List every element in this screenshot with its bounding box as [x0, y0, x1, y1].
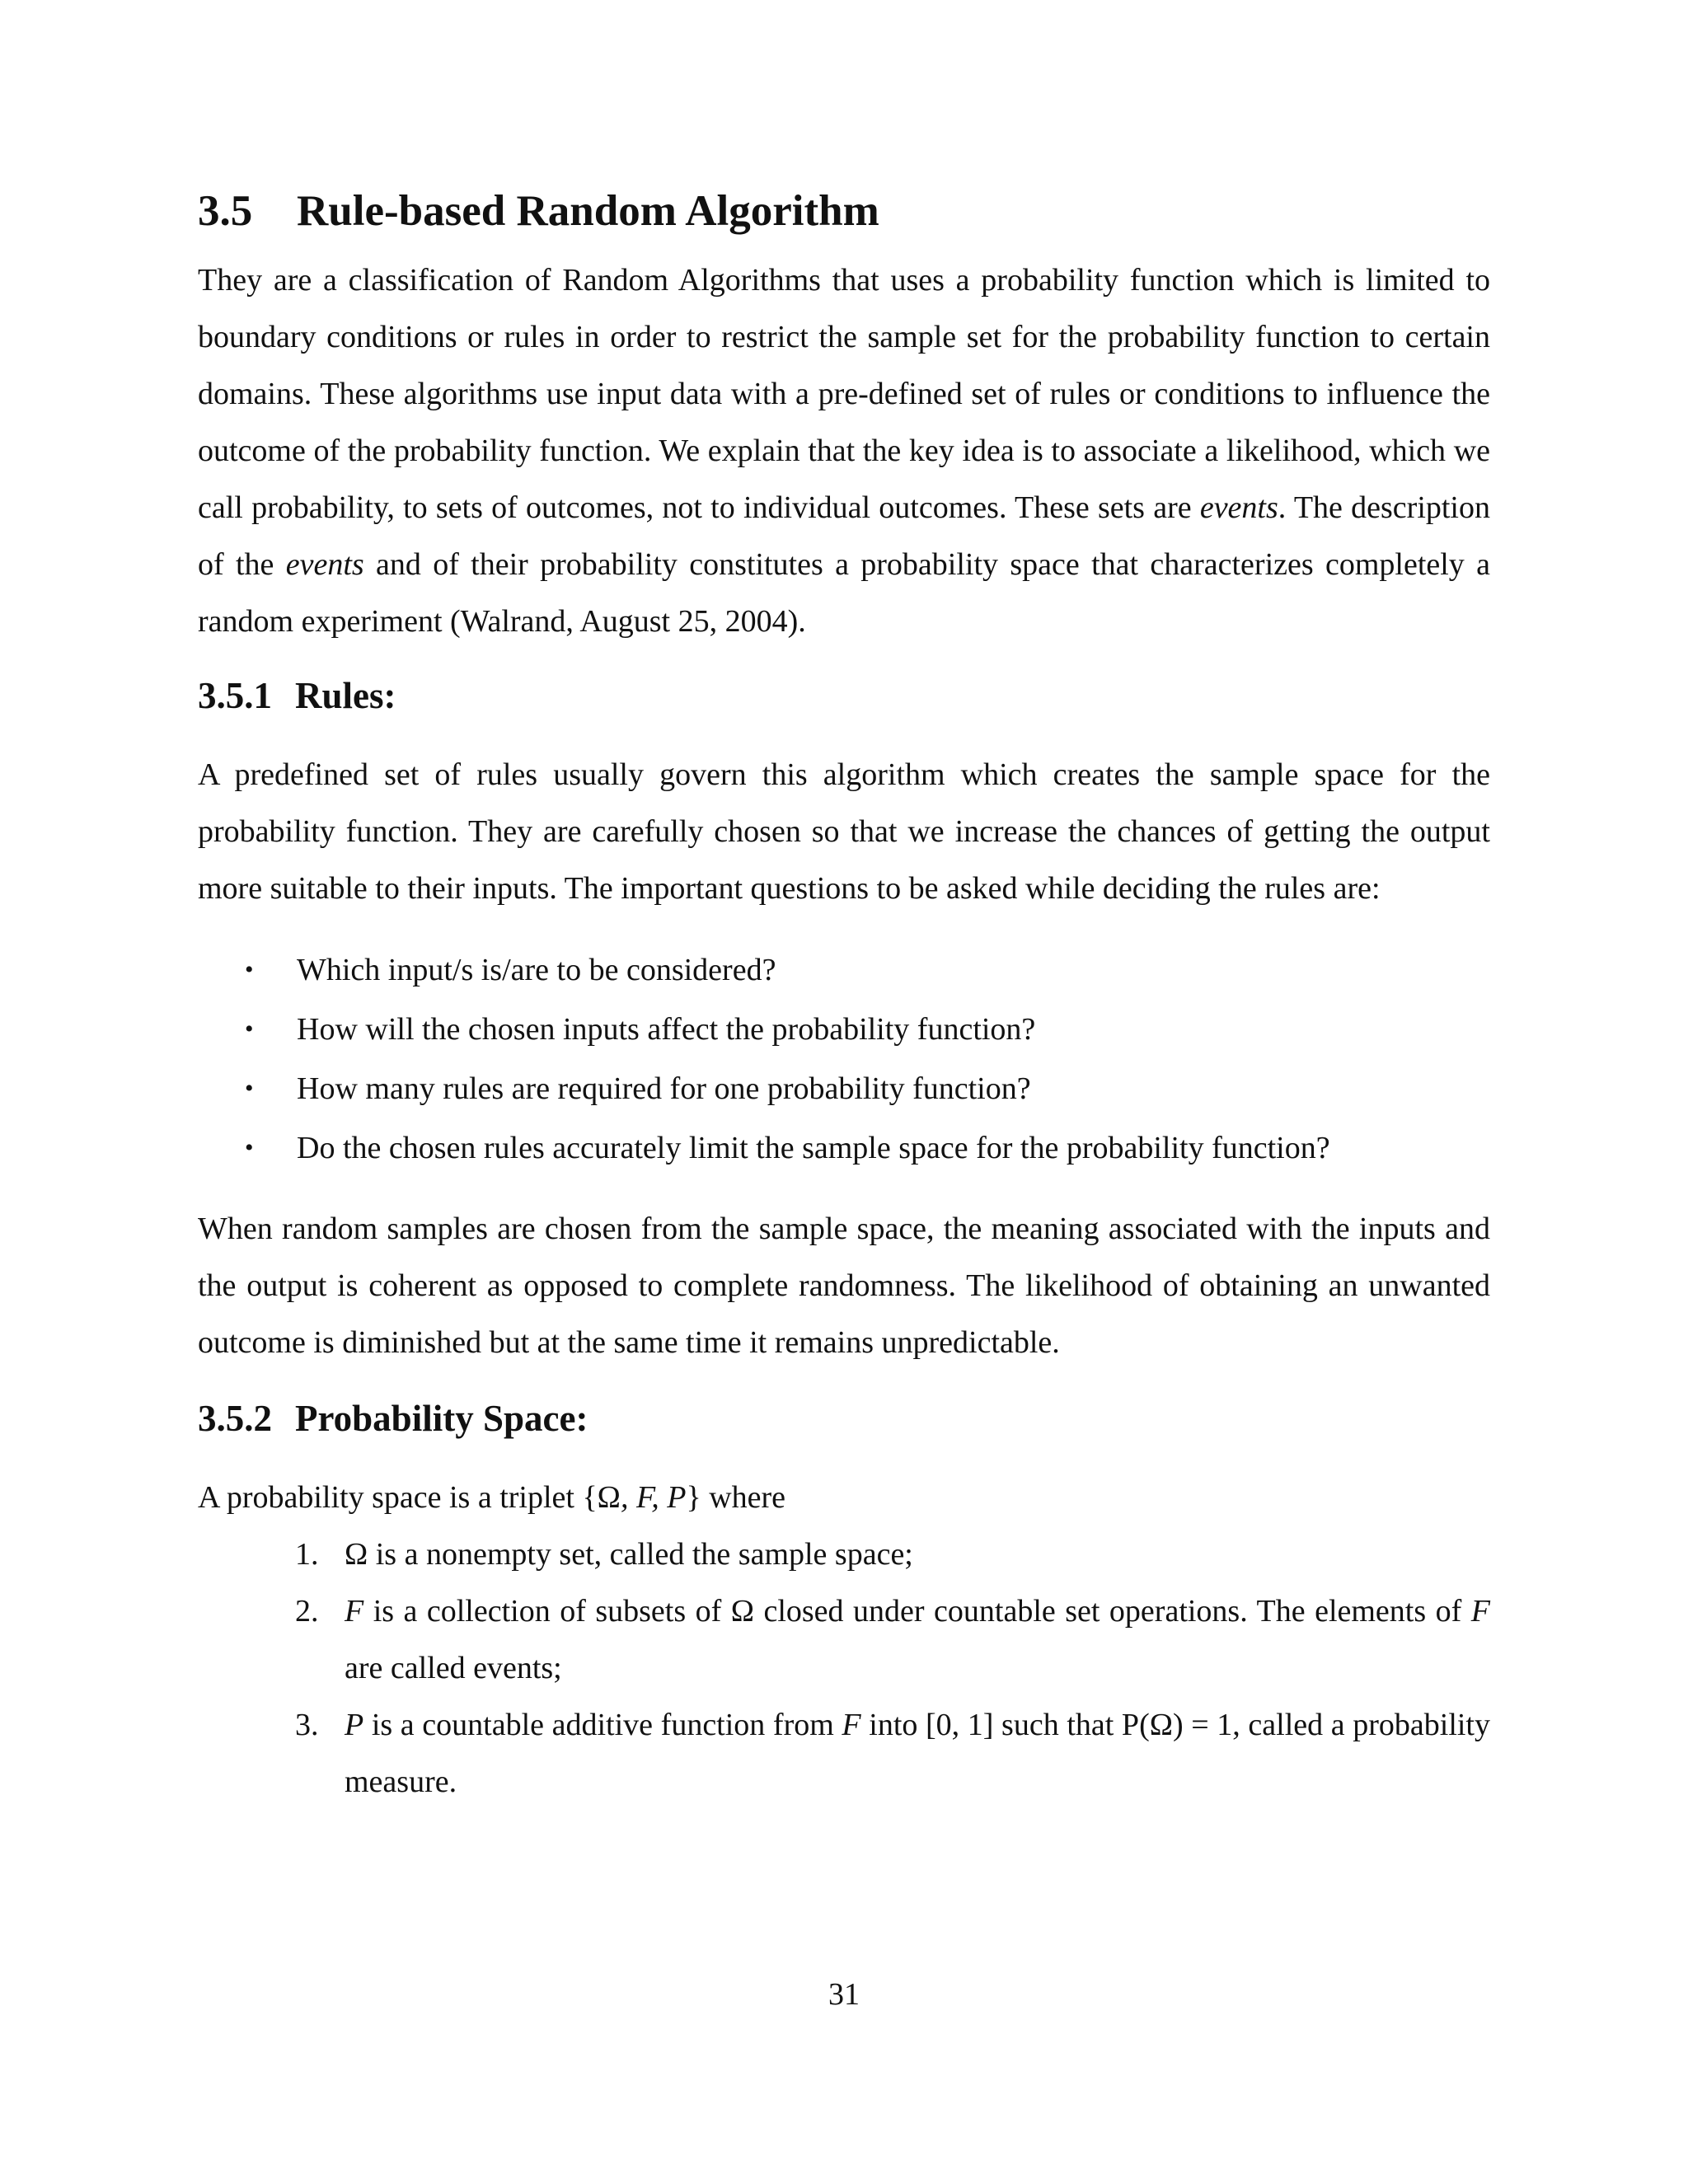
- rules-heading: [198, 673, 1490, 718]
- intro-events-2: events: [285, 546, 364, 582]
- probability-space-intro: [198, 1469, 1490, 1526]
- rules-number: 3.5.1: [198, 674, 272, 716]
- section-title: Rule-based Random Algorithm: [297, 187, 879, 235]
- probability-space-definition-list: [198, 1526, 1490, 1811]
- intro-text-3: and of their probability constitutes a probability space that characterizes completely a random experiment (Walrand, August 25, 2004).: [198, 546, 1491, 639]
- intro-text-2: . The description of the: [198, 490, 1490, 582]
- list-item: [198, 1583, 1490, 1697]
- rules-heading-wrap: [198, 673, 1490, 718]
- list-item: [198, 1526, 1490, 1583]
- bullet-icon: •: [245, 1133, 254, 1161]
- list-item: [198, 1000, 1490, 1059]
- intro-text-1: They are a classification of Random Algorithms that uses a probability function which is limited to boundary conditions or rules in order to restrict the sample set for the probability function to certain domains. These algorithms use input data with a pre-defined set of rules or conditions to influence the outcome of the probability function. We explain that the key idea is to associate a likelihood, which we call probability, to sets of outcomes, not to individual outcomes. These sets are: [198, 262, 1490, 525]
- probability-space-title: Probability Space:: [295, 1397, 588, 1439]
- bullet-icon: •: [245, 1074, 254, 1102]
- symbol-f: F: [1470, 1593, 1490, 1629]
- rules-paragraph: A predefined set of rules usually govern this algorithm which creates the sample space for the probability function. They are carefully chosen so that we increase the chances of getting the output more suitable to their inputs. The important questions to be asked while deciding the rules are:: [198, 757, 1490, 906]
- section-intro-paragraph: [198, 252, 1490, 650]
- list-item: [198, 940, 1490, 1000]
- probability-space-heading: [198, 1396, 1490, 1441]
- rules-title: Rules:: [295, 674, 396, 716]
- list-item-text: are called events;: [345, 1650, 562, 1685]
- page-content: [198, 185, 1490, 1811]
- probability-space-number: 3.5.2: [198, 1397, 272, 1439]
- list-item: [198, 1118, 1490, 1178]
- section-heading-wrap: [198, 185, 1490, 238]
- list-item-text: Ω is a nonempty set, called the sample space;: [345, 1536, 913, 1572]
- triplet-text-1: A probability space is a triplet {Ω: [198, 1479, 621, 1515]
- probability-space-heading-wrap: [198, 1396, 1490, 1441]
- rules-question-list: [198, 940, 1490, 1178]
- list-item-text: is a collection of subsets of Ω closed under countable set operations. The elements of: [363, 1593, 1471, 1629]
- list-item-text: How many rules are required for one probability function?: [297, 1071, 1031, 1106]
- list-item-text: Do the chosen rules accurately limit the sample space for the probability function?: [297, 1130, 1330, 1165]
- symbol-f: F: [345, 1593, 364, 1629]
- rules-conclusion-paragraph: When random samples are chosen from the sample space, the meaning associated with the inputs and the output is coherent as opposed to complete randomness. The likelihood of obtaining an unwanted outcome is diminished but at the same time it remains unpredictable.: [198, 1211, 1490, 1360]
- bullet-icon: •: [245, 955, 254, 983]
- triplet-text-3: } where: [686, 1479, 786, 1515]
- list-number: 1.: [295, 1536, 319, 1572]
- page-number: 31: [828, 1977, 860, 2012]
- bullet-icon: •: [245, 1015, 254, 1043]
- list-item-text: into [0, 1] such that P(Ω) = 1, called a probability measure.: [345, 1707, 1490, 1799]
- list-item: [198, 1059, 1490, 1118]
- list-item-text: Which input/s is/are to be considered?: [297, 952, 776, 987]
- list-item-text: How will the chosen inputs affect the probability function?: [297, 1011, 1036, 1047]
- symbol-p: P: [345, 1707, 364, 1742]
- intro-events-1: events: [1199, 490, 1278, 525]
- section-number: 3.5: [198, 187, 253, 235]
- symbol-f: F: [842, 1707, 861, 1742]
- list-number: 3.: [295, 1707, 319, 1742]
- list-item-text: is a countable additive function from: [363, 1707, 842, 1742]
- list-item: [198, 1697, 1490, 1811]
- section-heading: [198, 185, 1490, 238]
- triplet-text-2: , F, P: [620, 1479, 687, 1515]
- list-number: 2.: [295, 1593, 319, 1629]
